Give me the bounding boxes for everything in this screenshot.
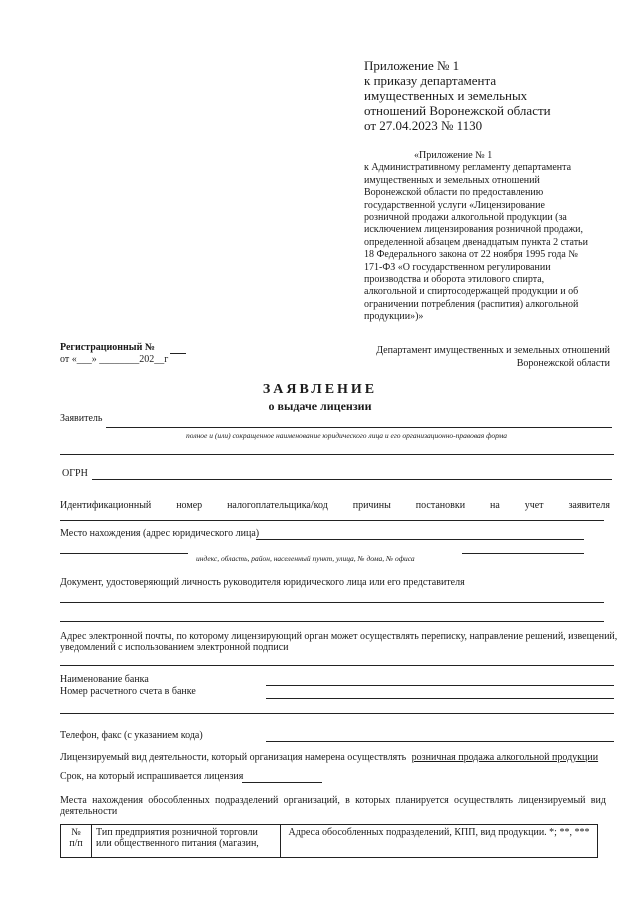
appendix-line: отношений Воронежской области (364, 103, 551, 118)
email-label-line-1: Адрес электронной почты, по которому лицензирующий орган может осуществлять переписку, направление решений, извещений, (60, 631, 618, 642)
appendix-block (364, 58, 551, 133)
places-word: лицензируемый (518, 795, 586, 806)
inn-word: заявителя (568, 500, 610, 511)
table-header-row (61, 825, 598, 858)
applicant-field-2[interactable] (60, 454, 614, 455)
places-word: обособленных (148, 795, 210, 806)
inn-word: Идентификационный (60, 500, 152, 511)
location-field-2a[interactable] (60, 553, 188, 554)
places-word: планируется (395, 795, 449, 806)
appendix-line: имущественных и земельных (364, 88, 528, 103)
reg-line: алкогольной и спиртосодержащей продукции и об (364, 286, 579, 298)
places-word: нахождения (92, 795, 143, 806)
inn-word: номер (176, 500, 203, 511)
appendix-line: к приказу департамента (364, 73, 497, 88)
reg-line: ограничении потребления (распития) алкогольной (364, 298, 579, 310)
inn-kpp-field[interactable] (60, 520, 604, 521)
places-word: которых (355, 795, 391, 806)
bank-account-field[interactable] (266, 698, 614, 699)
location-field[interactable] (256, 539, 584, 540)
table-header-number-line-2: п/п (69, 838, 83, 849)
email-field[interactable] (60, 665, 614, 666)
term-field[interactable] (242, 782, 322, 783)
activity-label-text: Лицензируемый вид деятельности, который организация намерена осуществлять (60, 752, 407, 763)
reg-line: исключением лицензирования розничной продажи, (364, 224, 584, 236)
applicant-hint: полное и (или) сокращенное наименование юридического лица и его организационно-правовая форма (186, 431, 508, 440)
activity-label (60, 752, 598, 764)
phone-field[interactable] (266, 741, 614, 742)
table-header-number-line-1: № (71, 827, 81, 838)
places-word: вид (590, 795, 606, 806)
document-title: ЗАЯВЛЕНИЕ (262, 382, 378, 397)
registration-number-field[interactable] (170, 353, 186, 354)
department-line-1: Департамент имущественных и земельных отношений (376, 345, 610, 356)
places-word: подразделений (215, 795, 279, 806)
phone-label: Телефон, факс (с указанием кода) (60, 730, 203, 741)
identity-document-label: Документ, удостоверяющий личность руководителя юридического лица или его представителя (60, 577, 465, 588)
table-header-type (92, 825, 281, 858)
reg-line: «Приложение № 1 (414, 150, 493, 161)
inn-word: постановки (415, 500, 466, 511)
applicant-field[interactable] (106, 427, 612, 428)
reg-line: Воронежской области по предоставлению (364, 187, 544, 199)
applicant-label: Заявитель (60, 413, 103, 424)
reg-line: производства и оборота этилового спирта, (364, 274, 545, 286)
table-header-number (61, 825, 92, 858)
document-subtitle: о выдаче лицензии (268, 399, 372, 413)
bank-field-extra[interactable] (60, 713, 614, 714)
places-label (60, 795, 606, 807)
identity-document-field[interactable] (60, 602, 604, 603)
inn-kpp-label (60, 500, 610, 512)
location-hint: индекс, область, район, населенный пункт, улица, № дома, № офиса (196, 554, 415, 563)
inn-word: учет (524, 500, 544, 511)
appendix-line: от 27.04.2023 № 1130 (364, 118, 483, 133)
reg-line: определенной абзацем двенадцатым пункта 2 статьи (364, 236, 588, 248)
table-header-addresses: Адреса обособленных подразделений, КПП, вид продукции. *; **, *** (281, 825, 598, 858)
table-header-type-line-2: или общественного питания (магазин, (96, 838, 259, 849)
places-word: осуществлять (454, 795, 513, 806)
activity-value: розничная продажа алкогольной продукции (411, 752, 599, 763)
registration-number-label: Регистрационный № (60, 342, 155, 353)
regulation-appendix (364, 150, 610, 324)
reg-line: 171-ФЗ «О государственном регулировании (364, 261, 551, 273)
reg-line: продукции»)» (364, 311, 424, 323)
places-word: в (345, 795, 350, 806)
registration-date-label: от «___» ________202__г (60, 354, 169, 365)
inn-word: причины (352, 500, 391, 511)
email-label-line-2: уведомлений с использованием электронной подписи (60, 642, 289, 653)
reg-line: имущественных и земельных отношений (364, 174, 540, 186)
bank-name-label: Наименование банка (60, 674, 149, 685)
location-label: Место нахождения (адрес юридического лица) (60, 528, 260, 539)
reg-line: розничной продажи алкогольной продукции (за (364, 212, 567, 224)
reg-line: 18 Федерального закона от 22 ноября 1995 года № (364, 249, 578, 261)
identity-document-field-2[interactable] (60, 621, 604, 622)
department-line-2: Воронежской области (516, 358, 610, 369)
places-word: Места (60, 795, 87, 806)
places-label-line-2: деятельности (60, 806, 118, 817)
location-field-2b[interactable] (462, 553, 584, 554)
appendix-line: Приложение № 1 (364, 58, 460, 73)
bank-account-label: Номер расчетного счета в банке (60, 686, 196, 697)
inn-word: налогоплательщика/код (227, 500, 328, 511)
inn-word: на (489, 500, 500, 511)
table-header-type-line-1: Тип предприятия розничной торговли (96, 827, 258, 838)
reg-line: к Административному регламенту департамента (364, 162, 572, 174)
bank-name-field[interactable] (266, 685, 614, 686)
ogrn-field[interactable] (92, 479, 612, 480)
term-label: Срок, на который испрашивается лицензия (60, 771, 244, 782)
reg-line: государственной услуги «Лицензирование (364, 199, 545, 211)
places-word: организаций, (283, 795, 340, 806)
ogrn-label: ОГРН (62, 468, 88, 479)
subdivisions-table (60, 824, 598, 858)
